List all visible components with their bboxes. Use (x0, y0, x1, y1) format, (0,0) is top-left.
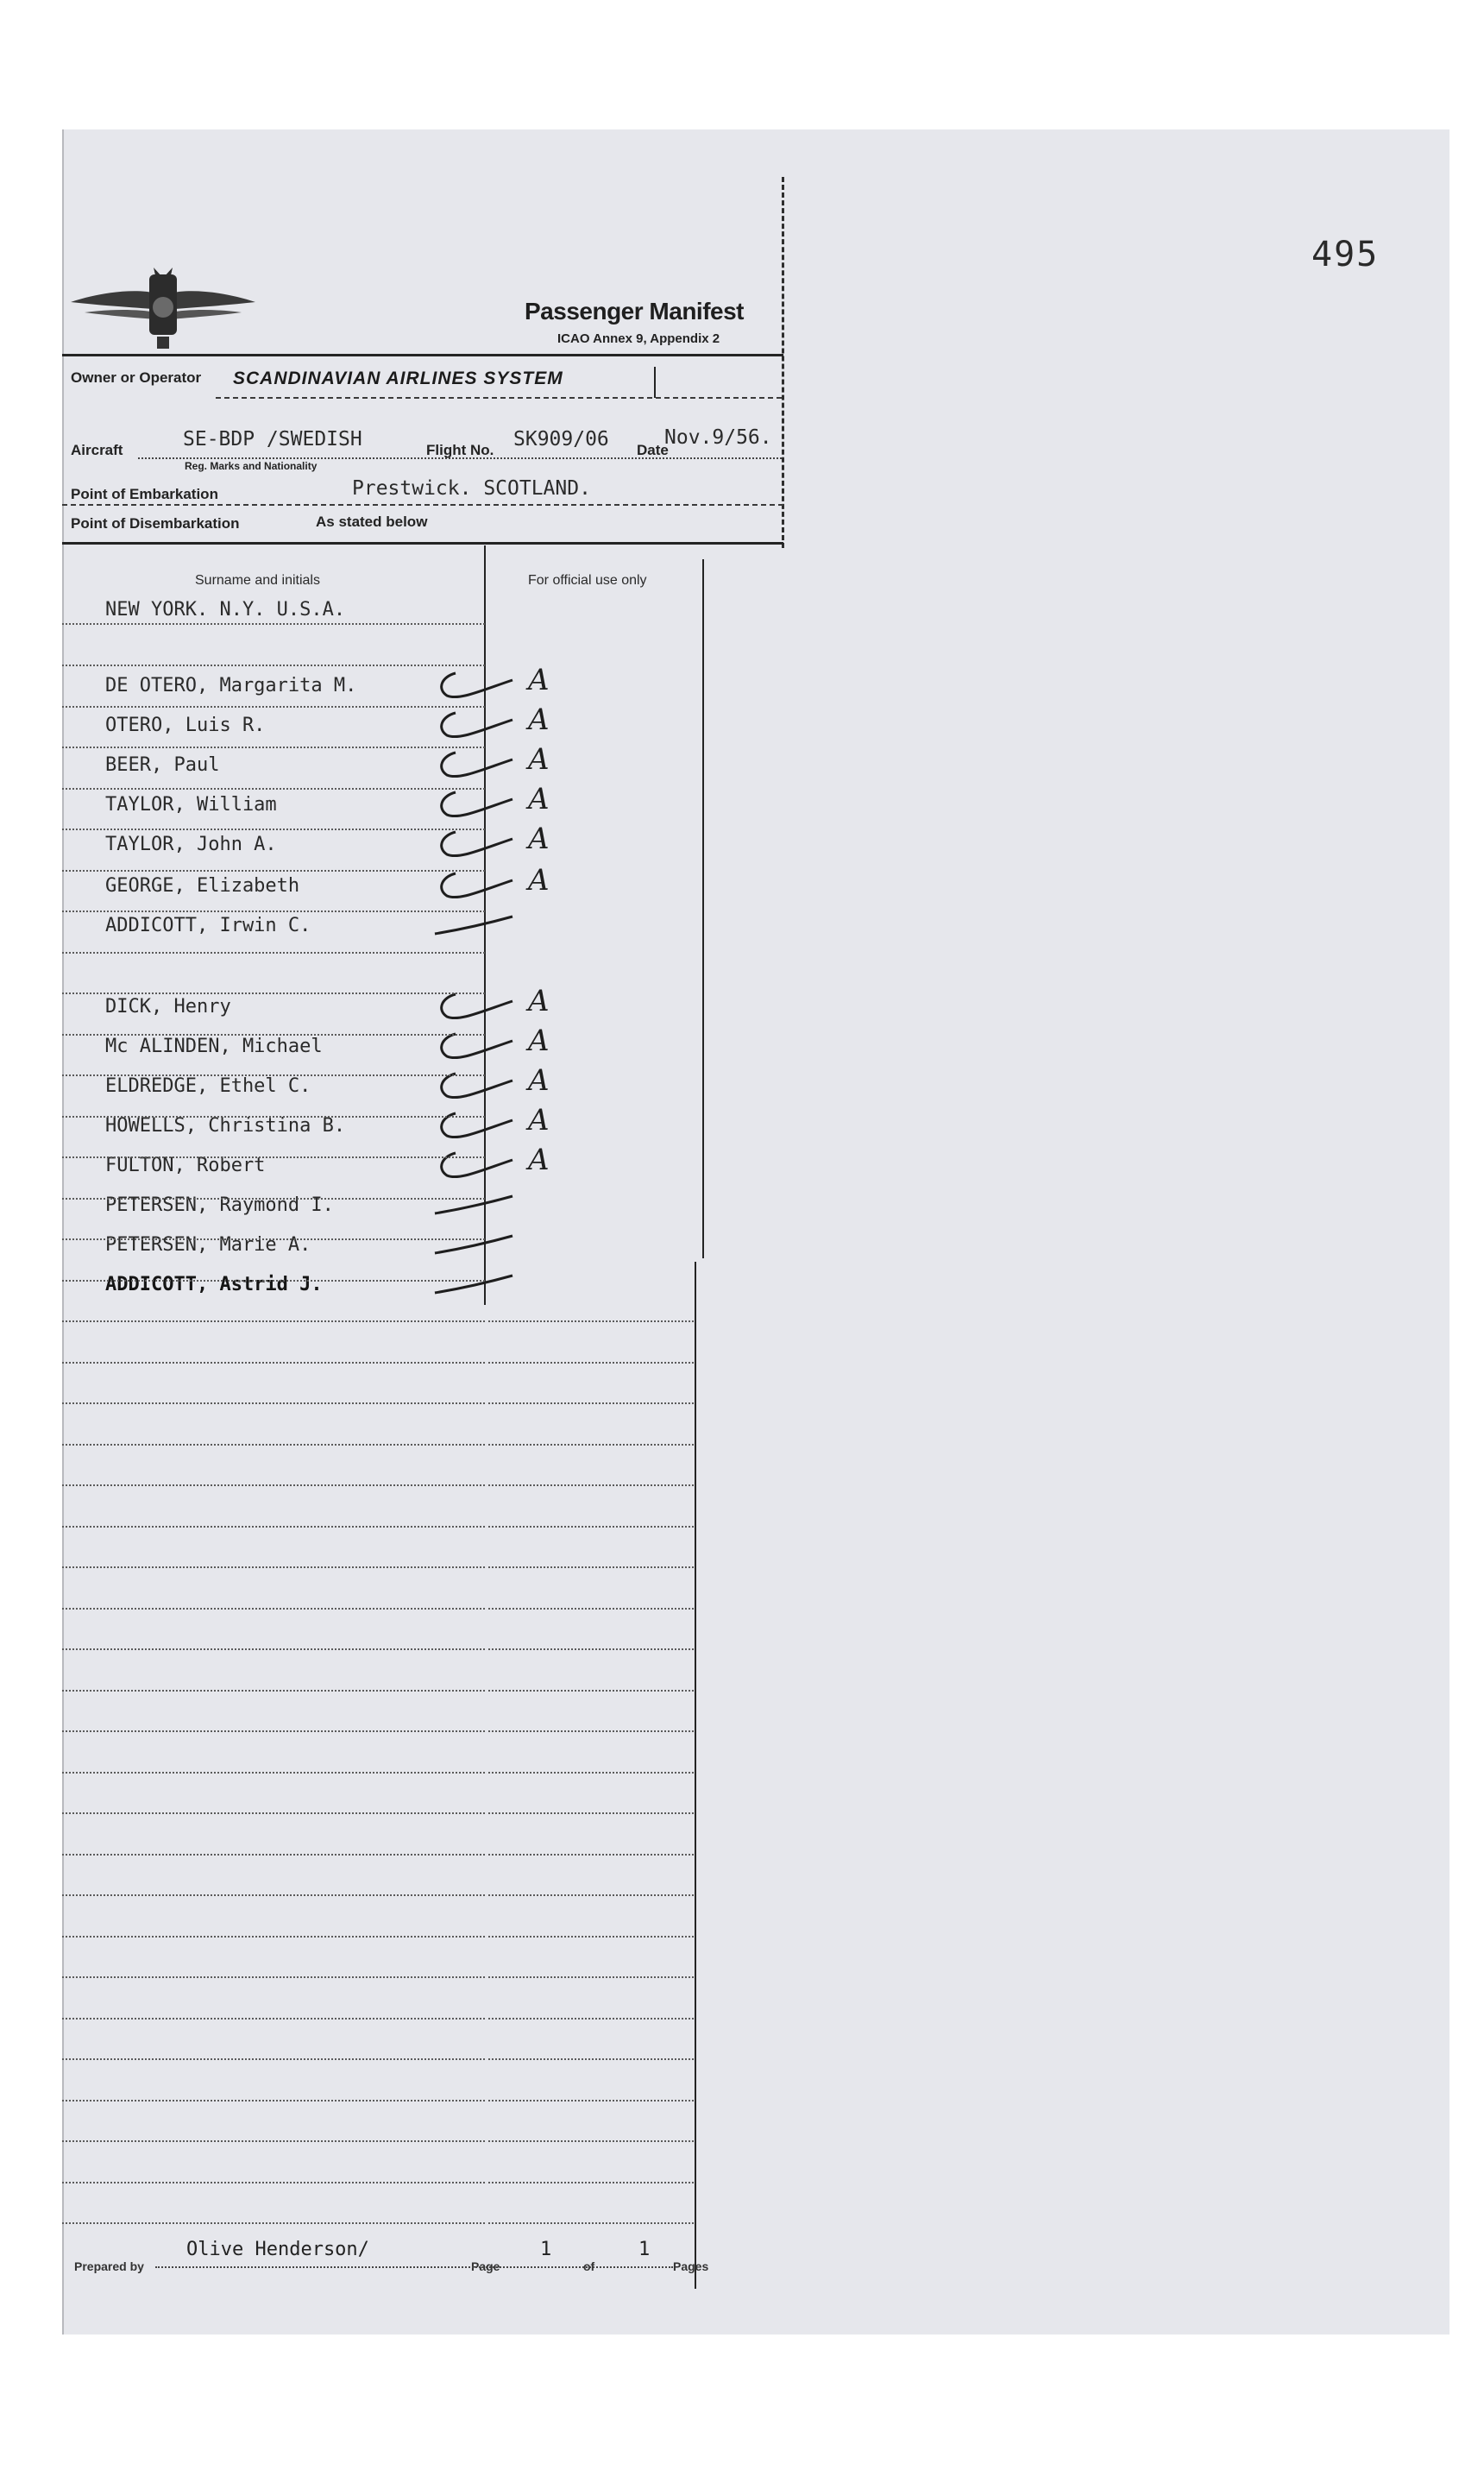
table-rule-official (488, 1484, 694, 1486)
flight-label: Flight No. (426, 442, 494, 458)
table-rule (62, 1484, 485, 1486)
table-rule (62, 911, 485, 912)
table-rule-official (488, 1320, 694, 1322)
table-rule-official (488, 1566, 694, 1568)
table-rule (62, 1238, 485, 1240)
official-mark: A (528, 742, 550, 777)
table-rule-official (488, 1730, 694, 1732)
date-label: Date (637, 442, 669, 458)
table-rule (62, 1976, 485, 1978)
page-label: Page (471, 2259, 500, 2273)
passenger-name: FULTON, Robert (105, 1155, 266, 1176)
table-rule (62, 665, 485, 666)
table-rule (62, 2100, 485, 2101)
check-mark (430, 787, 533, 825)
table-rule (62, 992, 485, 994)
passenger-name: GEORGE, Elizabeth (105, 875, 300, 897)
table-rule (62, 2182, 485, 2183)
check-mark (430, 668, 533, 706)
table-rule (62, 1854, 485, 1856)
table-rule-official (488, 1936, 694, 1938)
table-rule (62, 829, 485, 830)
table-rule (62, 2058, 485, 2060)
footer-rule (155, 2266, 673, 2268)
page-value: 1 (540, 2239, 552, 2260)
passenger-name: OTERO, Luis R. (105, 715, 266, 736)
header-rule-embark (62, 504, 783, 506)
table-rule (62, 870, 485, 872)
official-mark: A (528, 1103, 550, 1137)
table-rule (62, 1812, 485, 1814)
check-mark (430, 1267, 533, 1305)
table-rule (62, 1772, 485, 1774)
table-rule-official (488, 1608, 694, 1610)
prepared-by-value: Olive Henderson/ (186, 2239, 369, 2260)
table-rule-official (488, 1444, 694, 1446)
header-rule-bottom (62, 542, 783, 545)
prepared-by-label: Prepared by (74, 2259, 144, 2273)
owner-value: SCANDINAVIAN AIRLINES SYSTEM (233, 369, 563, 388)
official-mark: A (528, 822, 550, 856)
table-rule (62, 1444, 485, 1446)
flight-value: SK909/06 (513, 428, 609, 451)
date-value: Nov.9/56. (664, 426, 772, 449)
official-mark: A (528, 984, 550, 1018)
table-rule-official (488, 1526, 694, 1528)
table-rule-official (488, 1690, 694, 1692)
disembark-value: As stated below (316, 514, 428, 530)
passenger-name: BEER, Paul (105, 754, 220, 776)
aircraft-label: Aircraft (71, 442, 123, 458)
check-mark (430, 908, 533, 946)
check-mark (430, 989, 533, 1027)
table-rule-official (488, 1362, 694, 1364)
table-rule (62, 1280, 485, 1282)
passenger-name: TAYLOR, John A. (105, 834, 277, 855)
table-rule (62, 1730, 485, 1732)
official-mark: A (528, 1063, 550, 1098)
table-rule (62, 1566, 485, 1568)
table-rule (62, 623, 485, 625)
table-rule (62, 1074, 485, 1076)
check-mark (430, 1108, 533, 1146)
check-mark (430, 1188, 533, 1226)
owner-label: Owner or Operator (71, 369, 202, 386)
passenger-name: PETERSEN, Raymond I. (105, 1194, 334, 1216)
table-rule (62, 1894, 485, 1896)
table-rule (62, 1936, 485, 1938)
table-rule (62, 2140, 485, 2142)
passenger-name: ADDICOTT, Astrid J. (105, 1274, 323, 1295)
table-rule-official (488, 1976, 694, 1978)
airline-logo (67, 259, 259, 354)
passenger-name: DE OTERO, Margarita M. (105, 675, 357, 696)
of-label: of (583, 2259, 595, 2273)
official-mark: A (528, 1143, 550, 1177)
table-rule (62, 1690, 485, 1692)
page-number: 495 (1311, 235, 1380, 274)
destination-heading: NEW YORK. N.Y. U.S.A. (105, 599, 346, 621)
embark-label: Point of Embarkation (71, 486, 218, 502)
check-mark (430, 868, 533, 906)
table-rule-official (488, 1402, 694, 1404)
aircraft-note: Reg. Marks and Nationality (185, 460, 318, 472)
table-lower-right (695, 1262, 696, 2289)
table-rule-official (488, 2222, 694, 2224)
table-rule-official (488, 1894, 694, 1896)
table-rule-official (488, 1772, 694, 1774)
passenger-name: ELDREDGE, Ethel C. (105, 1075, 311, 1097)
table-rule (62, 788, 485, 790)
pages-label: Pages (673, 2259, 709, 2273)
table-rule (62, 1402, 485, 1404)
table-rule-official (488, 1854, 694, 1856)
passenger-name: HOWELLS, Christina B. (105, 1115, 346, 1137)
manifest-title: Passenger Manifest (525, 298, 744, 325)
official-mark: A (528, 1024, 550, 1058)
table-rule (62, 1362, 485, 1364)
table-rule (62, 2222, 485, 2224)
table-rule-official (488, 2100, 694, 2101)
passenger-name: DICK, Henry (105, 996, 231, 1018)
table-rule (62, 1648, 485, 1650)
check-mark (430, 1148, 533, 1186)
check-mark (430, 747, 533, 785)
table-rule (62, 1116, 485, 1118)
table-rule-official (488, 2182, 694, 2183)
table-rule (62, 1320, 485, 1322)
table-official-right (702, 559, 704, 1258)
table-rule (62, 1034, 485, 1036)
of-value: 1 (638, 2239, 651, 2260)
passenger-name: PETERSEN, Marie A. (105, 1234, 311, 1256)
passenger-name: TAYLOR, William (105, 794, 277, 816)
owner-tick (654, 367, 656, 398)
official-mark: A (528, 782, 550, 816)
table-rule-official (488, 2058, 694, 2060)
column-header-official: For official use only (528, 573, 647, 588)
table-rule-official (488, 1812, 694, 1814)
table-rule (62, 1608, 485, 1610)
official-mark: A (528, 703, 550, 737)
table-rule-official (488, 2140, 694, 2142)
check-mark (430, 1227, 533, 1265)
check-mark (430, 708, 533, 746)
official-mark: A (528, 663, 550, 697)
header-right-border (782, 177, 784, 548)
aircraft-value: SE-BDP /SWEDISH (183, 428, 362, 451)
table-rule (62, 1198, 485, 1200)
table-rule (62, 747, 485, 748)
check-mark (430, 827, 533, 865)
table-rule (62, 2018, 485, 2020)
table-rule (62, 1526, 485, 1528)
header-rule-top (62, 354, 783, 356)
table-rule (62, 706, 485, 708)
table-rule-official (488, 2018, 694, 2020)
passenger-name: ADDICOTT, Irwin C. (105, 915, 311, 936)
table-rule (62, 952, 485, 954)
column-header-name: Surname and initials (195, 573, 320, 588)
disembark-label: Point of Disembarkation (71, 515, 240, 532)
passenger-name: Mc ALINDEN, Michael (105, 1036, 323, 1057)
embark-value: Prestwick. SCOTLAND. (352, 477, 591, 500)
table-rule (62, 1156, 485, 1158)
manifest-subtitle: ICAO Annex 9, Appendix 2 (557, 331, 720, 346)
header-rule-owner (216, 397, 782, 399)
table-rule-official (488, 1648, 694, 1650)
official-mark: A (528, 863, 550, 898)
